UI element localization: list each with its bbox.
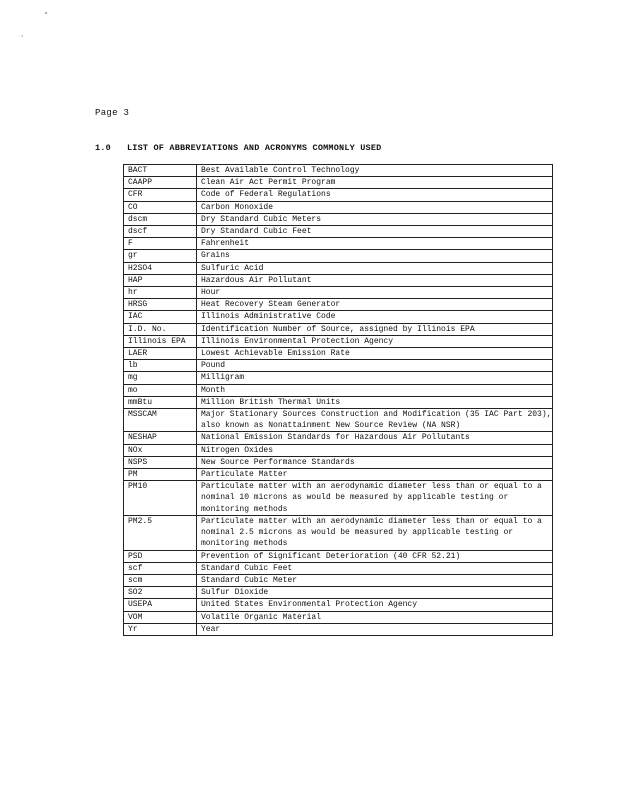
- abbreviation-term: HRSG: [124, 299, 197, 310]
- abbreviation-term: BACT: [124, 165, 197, 176]
- abbreviation-term: scf: [124, 563, 197, 574]
- table-row: [123, 335, 553, 347]
- abbreviation-definition: Best Available Control Technology: [201, 166, 360, 175]
- abbreviation-term: mo: [124, 385, 197, 396]
- abbreviation-term: USEPA: [124, 599, 197, 610]
- abbreviation-definition: Lowest Achievable Emission Rate: [201, 349, 350, 359]
- table-row: [123, 323, 553, 335]
- abbreviation-term: PM2.5: [124, 516, 197, 550]
- table-row: [123, 164, 553, 176]
- abbreviation-term: F: [124, 238, 197, 249]
- abbreviation-definition: Grains: [201, 251, 230, 261]
- abbreviation-definition: Year: [201, 624, 221, 634]
- abbreviation-term: mg: [124, 372, 197, 383]
- abbreviation-term: SO2: [124, 587, 197, 598]
- abbreviation-definition: Identification Number of Source, assigned by Illinois EPA: [201, 324, 475, 334]
- abbreviation-definition: Code of Federal Regulations: [201, 190, 331, 200]
- abbreviation-term: HAP: [124, 275, 197, 286]
- abbreviation-term: VOM: [124, 612, 197, 623]
- table-row: [123, 468, 553, 480]
- abbreviation-term: PM10: [124, 481, 197, 515]
- abbreviation-definition: Million British Thermal Units: [201, 397, 341, 407]
- abbreviation-definition: Volatile Organic Material: [201, 612, 322, 622]
- abbreviation-term: hr: [124, 287, 197, 298]
- abbreviation-term: lb: [124, 360, 197, 371]
- abbreviation-term: Illinois EPA: [124, 336, 197, 347]
- abbreviation-definition: Dry Standard Cubic Feet: [201, 227, 312, 237]
- abbreviation-term: IAC: [124, 311, 197, 322]
- abbreviation-definition: Hazardous Air Pollutant: [201, 275, 312, 285]
- abbreviation-term: H2SO4: [124, 263, 197, 274]
- table-row: [123, 274, 553, 286]
- abbreviation-term: NSPS: [124, 457, 197, 468]
- table-row: [123, 371, 553, 383]
- abbreviation-term: dscm: [124, 214, 197, 225]
- section-title: LIST OF ABBREVIATIONS AND ACRONYMS COMMONLY USED: [127, 143, 382, 153]
- table-row: [123, 444, 553, 456]
- abbreviation-definition: Nitrogen Oxides: [201, 445, 274, 455]
- abbreviation-definition: Standard Cubic Meter: [201, 575, 298, 585]
- abbreviation-term: LAER: [124, 348, 197, 359]
- table-row: [123, 515, 553, 550]
- abbreviation-definition: Particulate matter with an aerodynamic diameter less than or equal to a nominal 2.5 microns as would be measured by applicable testing or monitoring methods: [201, 516, 542, 549]
- abbreviation-term: PM: [124, 469, 197, 480]
- table-row: [123, 586, 553, 598]
- abbreviation-term: PSD: [124, 551, 197, 562]
- table-row: [123, 611, 553, 623]
- section-number: 1.0: [95, 143, 111, 153]
- abbreviation-definition: Clean Air Act Permit Program: [201, 178, 336, 188]
- table-row: [123, 213, 553, 225]
- abbreviation-term: dscf: [124, 226, 197, 237]
- table-row: [123, 286, 553, 298]
- table-row: [123, 431, 553, 443]
- abbreviation-definition: National Emission Standards for Hazardous Air Pollutants: [201, 433, 470, 443]
- scan-speck: °: [44, 12, 49, 20]
- section-heading: [95, 143, 381, 153]
- abbreviation-definition: Particulate matter with an aerodynamic diameter less than or equal to a nominal 10 microns as would be measured by applicable testing or monitoring methods: [201, 482, 542, 514]
- table-row: [123, 408, 553, 431]
- table-row: [123, 225, 553, 237]
- abbreviation-definition: Illinois Administrative Code: [201, 312, 336, 322]
- abbreviation-definition: Dry Standard Cubic Meters: [201, 214, 322, 224]
- table-row: [123, 384, 553, 396]
- table-row: [123, 310, 553, 322]
- table-row: [123, 237, 553, 249]
- abbreviation-term: scm: [124, 575, 197, 586]
- abbreviation-definition: Fahrenheit: [201, 239, 250, 249]
- abbreviation-definition: Standard Cubic Feet: [201, 563, 293, 573]
- abbreviation-definition: Hour: [201, 288, 221, 298]
- table-row: [123, 598, 553, 610]
- table-row: [123, 480, 553, 515]
- abbreviation-definition: Milligram: [201, 373, 245, 383]
- table-row: [123, 396, 553, 408]
- abbreviation-definition: Heat Recovery Steam Generator: [201, 300, 341, 310]
- abbreviation-definition: Carbon Monoxide: [201, 202, 274, 212]
- abbreviation-term: CFR: [124, 189, 197, 200]
- abbreviation-definition: United States Environmental Protection Agency: [201, 600, 418, 610]
- scan-speck: ·: [20, 33, 25, 41]
- abbreviation-term: gr: [124, 250, 197, 261]
- table-row: [123, 249, 553, 261]
- table-row: [123, 201, 553, 213]
- table-row: [123, 359, 553, 371]
- abbreviation-definition: Illinois Environmental Protection Agency: [201, 336, 394, 346]
- abbreviation-term: MSSCAM: [124, 409, 197, 431]
- abbreviation-term: NESHAP: [124, 432, 197, 443]
- abbreviation-definition: Particulate Matter: [201, 470, 288, 480]
- table-row: [123, 188, 553, 200]
- abbreviation-definition: New Source Performance Standards: [201, 457, 355, 467]
- abbreviation-term: CO: [124, 202, 197, 213]
- abbreviation-definition: Sulfur Dioxide: [201, 588, 269, 598]
- abbreviation-definition: Sulfuric Acid: [201, 263, 264, 273]
- abbreviation-definition: Prevention of Significant Deterioration (40 CFR 52.21): [201, 551, 461, 561]
- table-row: [123, 347, 553, 359]
- abbreviations-table: [123, 164, 553, 636]
- table-row: [123, 456, 553, 468]
- abbreviation-term: I.D. No.: [124, 324, 197, 335]
- table-row: [123, 562, 553, 574]
- abbreviation-definition: Month: [201, 385, 226, 395]
- abbreviation-term: NOx: [124, 445, 197, 456]
- abbreviation-term: mmBtu: [124, 397, 197, 408]
- page-label: Page 3: [95, 108, 130, 118]
- abbreviation-term: CAAPP: [124, 177, 197, 188]
- table-row: [123, 262, 553, 274]
- table-row: [123, 574, 553, 586]
- abbreviation-term: Yr: [124, 624, 197, 635]
- table-row: [123, 298, 553, 310]
- abbreviation-definition: Major Stationary Sources Construction and Modification (35 IAC Part 203), also known as Nonattainment New Source Review (NA NSR): [201, 410, 552, 431]
- table-row: [123, 550, 553, 562]
- table-row: [123, 623, 553, 636]
- table-row: [123, 176, 553, 188]
- abbreviation-definition: Pound: [201, 361, 226, 371]
